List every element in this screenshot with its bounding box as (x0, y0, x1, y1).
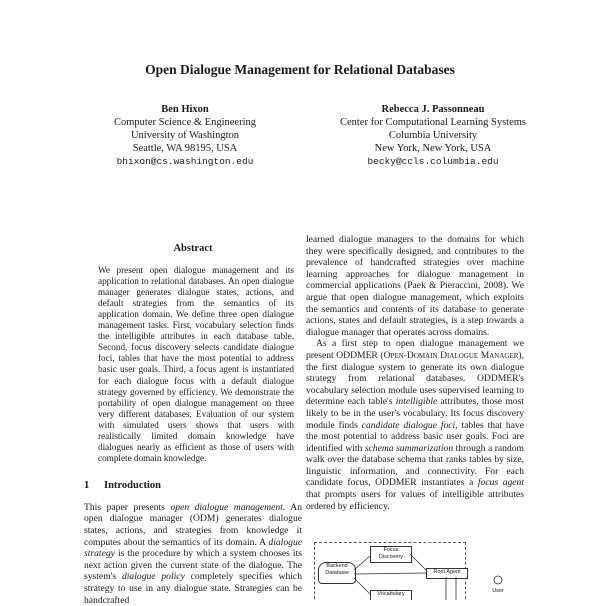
author-block (60, 103, 310, 168)
abstract-heading: Abstract (173, 243, 213, 254)
author-address: Seattle, WA 98195, USA (132, 143, 238, 154)
section-heading (84, 480, 302, 492)
author-email: becky@ccls.columbia.edu (367, 156, 499, 167)
left-column (84, 243, 302, 606)
author-name: Ben Hixon (161, 104, 209, 115)
figure-box-backend-database: Backend Database (318, 562, 356, 584)
author-affiliation: Computer Science & Engineering (113, 117, 256, 128)
author-affiliation: Center for Computational Learning Systems (339, 117, 527, 128)
author-name: Rebecca J. Passonneau (381, 104, 485, 115)
figure-box-focus-discovery: Focus Discovery (370, 546, 412, 563)
section-number: 1 (84, 480, 90, 492)
section-title: Introduction (104, 480, 161, 492)
author-address: New York, New York, USA (374, 143, 492, 154)
abstract-text: We present open dialogue management and its application to relational databases. An open dialogue manager generates dialogue states, actions, and default strategies from the semantics of its application domain. We define three open dialogue management tasks. First, vocabulary selection finds the intelligible attributes in each database table. Second, focus discovery selects candidate dialogue foci, tables that have the most potential to address basic user goals. Third, a focus agent is instantiated for each dialogue focus with a default dialogue strategy governed by efficiency. We demonstrate the portability of open dialogue management on three very different databases. Evaluation of our system with simulated users shows that users with realistically limited domain knowledge have dialogues nearly as efficient as those of users with complete domain knowledge. (98, 264, 294, 464)
body-paragraph: learned dialogue managers to the domains for which they were specifically designed, and contributes to the prevalence of handcrafted strategies over machine learning approaches for dialogue management in commercial applications (Paek & Pieraccini, 2008). We argue that open dialogue management, which exploits the semantics and contents of its database to generate actions, states and default strategies, is a step towards a dialogue manager that operates across domains. (306, 234, 524, 338)
intro-paragraph: This paper presents open dialogue management. An open dialogue manager (ODM) generates dialogue states, actions, and strategies from knowledge it computes about the semantics of its domain. A dialogue strategy is the procedure by which a system chooses its next action given the current state of the dialogue. The system's dialogue policy completely specifies which strategy to use in any dialogue state. Strategies can be handcrafted (84, 501, 302, 606)
author-email: bhixon@cs.washington.edu (116, 156, 254, 167)
system-figure (306, 536, 524, 600)
author-block (308, 103, 558, 168)
figure-connectors (306, 536, 524, 600)
author-institution: University of Washington (130, 130, 240, 141)
figure-box-user: User (486, 588, 510, 598)
author-institution: Columbia University (388, 130, 478, 141)
paper-title: Open Dialogue Management for Relational Databases (145, 62, 455, 77)
right-column (306, 234, 524, 512)
body-paragraph: As a first step to open dialogue management we present ODDMER (Open-Domain Dialogue Manager), the first dialogue system to generate its own dialogue strategy from relational databases. ODDMER's vocabulary selection module uses supervised learning to determine each table's intelligible attributes, those most likely to be in the user's vocabulary. Its focus discovery module finds candidate dialogue foci, tables that have the most potential to address basic user goals. Foci are identified with schema summarization through a random walk over the database schema that ranks tables by size, linguistic information, and connectivity. For each candidate focus, ODDMER instantiates a focus agent that prompts users for values of intelligible attributes ordered by efficiency. (306, 338, 525, 512)
figure-box-vocabulary: Vocabulary (370, 590, 412, 600)
figure-box-root-agent: Root Agent (426, 568, 468, 579)
